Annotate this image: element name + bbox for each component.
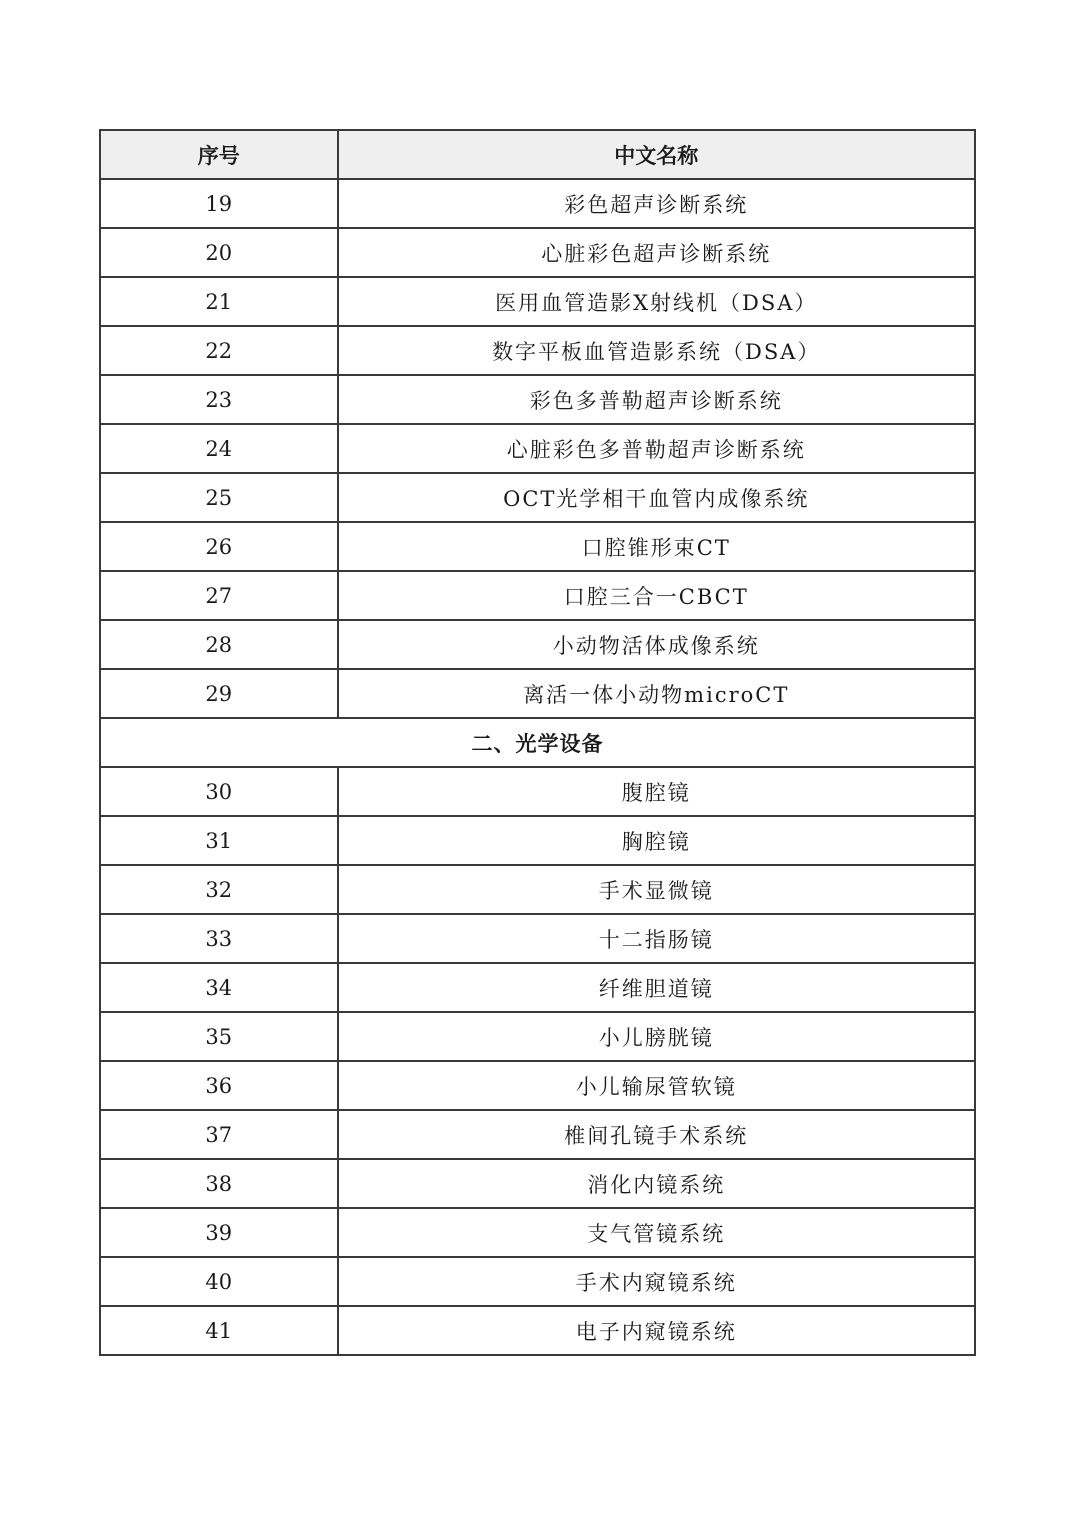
header-chinese-name: 中文名称 [338, 130, 975, 179]
serial-number-cell: 41 [100, 1306, 338, 1355]
equipment-name-cell: 手术内窥镜系统 [338, 1257, 975, 1306]
section-heading-row [100, 718, 975, 767]
serial-number-cell: 34 [100, 963, 338, 1012]
equipment-name-cell: 纤维胆道镜 [338, 963, 975, 1012]
serial-number-cell: 32 [100, 865, 338, 914]
serial-number-cell: 29 [100, 669, 338, 718]
table-row [100, 1257, 975, 1306]
equipment-name-cell: 心脏彩色超声诊断系统 [338, 228, 975, 277]
equipment-name-cell: 椎间孔镜手术系统 [338, 1110, 975, 1159]
equipment-name-cell: 电子内窥镜系统 [338, 1306, 975, 1355]
serial-number-cell: 23 [100, 375, 338, 424]
table-header [100, 130, 975, 179]
serial-number-cell: 30 [100, 767, 338, 816]
table-row [100, 1110, 975, 1159]
table-row [100, 1061, 975, 1110]
equipment-name-cell: 支气管镜系统 [338, 1208, 975, 1257]
equipment-table [99, 129, 976, 1356]
equipment-name-cell: 消化内镜系统 [338, 1159, 975, 1208]
table-row [100, 767, 975, 816]
table-row [100, 1208, 975, 1257]
header-serial-number: 序号 [100, 130, 338, 179]
table-row [100, 326, 975, 375]
table-row [100, 1012, 975, 1061]
table-row [100, 816, 975, 865]
equipment-name-cell: 小儿膀胱镜 [338, 1012, 975, 1061]
section-heading: 二、光学设备 [100, 718, 975, 767]
header-row [100, 130, 975, 179]
equipment-name-cell: 十二指肠镜 [338, 914, 975, 963]
table-row [100, 963, 975, 1012]
equipment-name-cell: 胸腔镜 [338, 816, 975, 865]
serial-number-cell: 40 [100, 1257, 338, 1306]
equipment-name-cell: 小动物活体成像系统 [338, 620, 975, 669]
serial-number-cell: 35 [100, 1012, 338, 1061]
table-row [100, 179, 975, 228]
table-row [100, 473, 975, 522]
table-body-optical [100, 767, 975, 1355]
serial-number-cell: 20 [100, 228, 338, 277]
table-row [100, 277, 975, 326]
serial-number-cell: 27 [100, 571, 338, 620]
equipment-name-cell: 数字平板血管造影系统（DSA） [338, 326, 975, 375]
serial-number-cell: 25 [100, 473, 338, 522]
equipment-name-cell: 口腔锥形束CT [338, 522, 975, 571]
equipment-name-cell: 口腔三合一CBCT [338, 571, 975, 620]
table-row [100, 620, 975, 669]
table-row [100, 1306, 975, 1355]
table-row [100, 669, 975, 718]
serial-number-cell: 36 [100, 1061, 338, 1110]
table-row [100, 865, 975, 914]
equipment-name-cell: 腹腔镜 [338, 767, 975, 816]
table-row [100, 1159, 975, 1208]
serial-number-cell: 26 [100, 522, 338, 571]
equipment-name-cell: 小儿输尿管软镜 [338, 1061, 975, 1110]
serial-number-cell: 24 [100, 424, 338, 473]
table-row [100, 522, 975, 571]
serial-number-cell: 19 [100, 179, 338, 228]
serial-number-cell: 22 [100, 326, 338, 375]
equipment-name-cell: 彩色多普勒超声诊断系统 [338, 375, 975, 424]
serial-number-cell: 39 [100, 1208, 338, 1257]
serial-number-cell: 38 [100, 1159, 338, 1208]
table-body-imaging [100, 179, 975, 718]
table-row [100, 228, 975, 277]
serial-number-cell: 21 [100, 277, 338, 326]
serial-number-cell: 37 [100, 1110, 338, 1159]
equipment-name-cell: 手术显微镜 [338, 865, 975, 914]
equipment-name-cell: 心脏彩色多普勒超声诊断系统 [338, 424, 975, 473]
table-row [100, 571, 975, 620]
equipment-name-cell: 彩色超声诊断系统 [338, 179, 975, 228]
table-row [100, 914, 975, 963]
equipment-name-cell: 离活一体小动物microCT [338, 669, 975, 718]
equipment-name-cell: 医用血管造影X射线机（DSA） [338, 277, 975, 326]
equipment-name-cell: OCT光学相干血管内成像系统 [338, 473, 975, 522]
serial-number-cell: 31 [100, 816, 338, 865]
serial-number-cell: 33 [100, 914, 338, 963]
table-row [100, 424, 975, 473]
serial-number-cell: 28 [100, 620, 338, 669]
section-optical [100, 718, 975, 767]
table-row [100, 375, 975, 424]
